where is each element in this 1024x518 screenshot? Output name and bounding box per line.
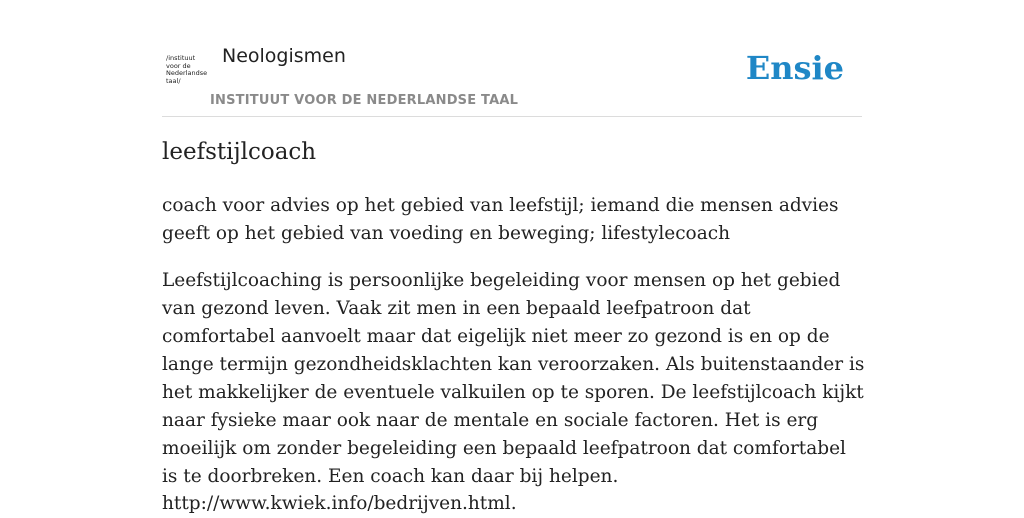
ivdnt-logo[interactable] (166, 55, 206, 89)
dictionary-name[interactable]: Neologismen (222, 45, 346, 67)
ensie-logo[interactable]: Ensie (745, 49, 844, 87)
example-text: Leefstijlcoaching is persoonlijke begeleiding voor mensen op het gebied van gezond leven. Vaak zit men in een bepaald leefpatroon dat comfortabel aanvoelt maar dat eigelijk niet meer zo gezond is en op de lange termijn gezondheidsklachten kan veroorzaken. Als buitenstaander is het makkelijker de eventuele valkuilen op te sporen. De leefstijlcoach kijkt naar fysieke maar ook naar de mentale en sociale factoren. Het is erg moeilijk om zonder begeleiding een bepaald leefpatroon dat comfortabel is te doorbreken. Een coach kan daar bij helpen. (162, 270, 865, 487)
publisher-name[interactable]: INSTITUUT VOOR DE NEDERLANDSE TAAL (210, 93, 519, 108)
logo-text: /instituut voor de Nederlandse taal/ (166, 54, 208, 85)
page-title: leefstijlcoach (162, 139, 317, 165)
source-link[interactable]: http://www.kwiek.info/bedrijven.html. (162, 493, 517, 514)
entry-header (162, 0, 862, 117)
entry-card (162, 0, 865, 514)
definition-text: coach voor advies op het gebied van leefstijl; iemand die mensen advies geeft op het gebied van voeding en beweging; lifestylecoach (162, 195, 839, 244)
